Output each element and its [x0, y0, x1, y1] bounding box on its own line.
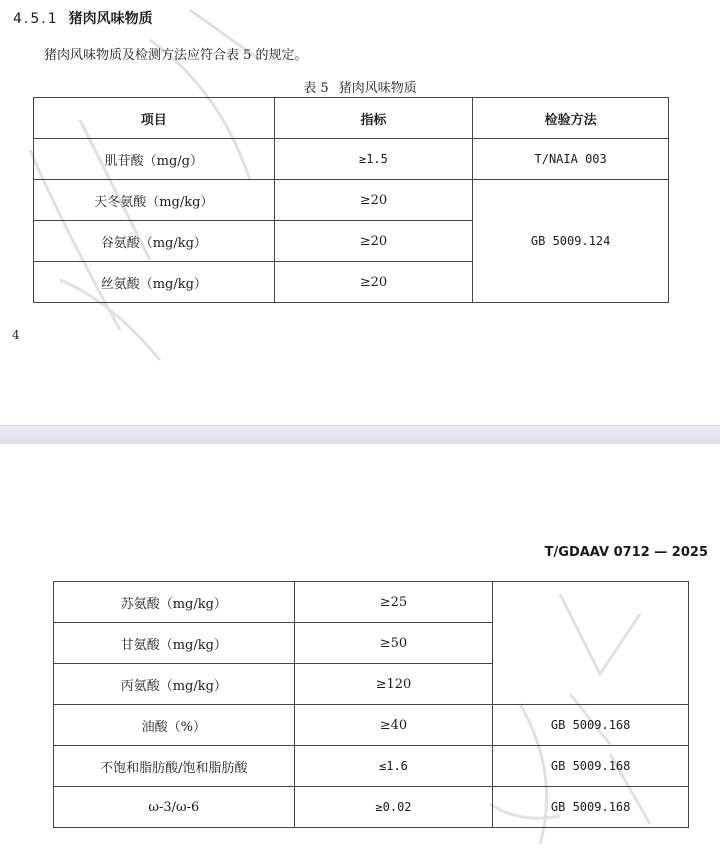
- row-method-merged: GB 5009.124: [473, 180, 669, 303]
- row-method-merged: [493, 582, 689, 705]
- table-caption-title: 猪肉风味物质: [338, 81, 417, 96]
- row-item: 油酸（%）: [54, 705, 295, 746]
- row-value: ≥0.02: [294, 787, 493, 828]
- row-value: ≤1.6: [294, 746, 493, 787]
- table-row: [54, 582, 689, 623]
- flavor-table-part2: [53, 581, 689, 828]
- row-item: 天冬氨酸（mg/kg）: [34, 180, 275, 221]
- row-item: 肌苷酸（mg/g）: [34, 139, 275, 180]
- row-value: ≥120: [294, 664, 493, 705]
- row-value: ≥20: [274, 180, 473, 221]
- table-row: [54, 705, 689, 746]
- header-value: 指标: [274, 98, 473, 139]
- row-value: ≥1.5: [274, 139, 473, 180]
- row-item: 甘氨酸（mg/kg）: [54, 623, 295, 664]
- table-caption-label: 表 5: [303, 81, 329, 96]
- row-item: 丝氨酸（mg/kg）: [34, 262, 275, 303]
- page-number: 4: [12, 328, 20, 342]
- row-value: ≥20: [274, 262, 473, 303]
- intro-paragraph: 猪肉风味物质及检测方法应符合表 5 的规定。: [44, 48, 308, 63]
- table-header-row: [34, 98, 669, 139]
- row-item: 丙氨酸（mg/kg）: [54, 664, 295, 705]
- table-caption: [0, 77, 720, 96]
- table-row: [34, 139, 669, 180]
- row-item: 苏氨酸（mg/kg）: [54, 582, 295, 623]
- header-item: 项目: [34, 98, 275, 139]
- flavor-table-part1: [33, 97, 669, 303]
- section-number: 4.5.1: [13, 11, 59, 27]
- row-item: ω-3/ω-6: [54, 787, 295, 828]
- section-title: 猪肉风味物质: [68, 11, 153, 27]
- row-method: GB 5009.168: [493, 746, 689, 787]
- row-value: ≥25: [294, 582, 493, 623]
- header-method: 检验方法: [473, 98, 669, 139]
- row-value: ≥50: [294, 623, 493, 664]
- table-row: [34, 180, 669, 221]
- row-value: ≥20: [274, 221, 473, 262]
- document-page-bottom: [0, 444, 720, 851]
- row-method: T/NAIA 003: [473, 139, 669, 180]
- row-value: ≥40: [294, 705, 493, 746]
- row-method: GB 5009.168: [493, 705, 689, 746]
- table-row: [54, 787, 689, 828]
- row-method: GB 5009.168: [493, 787, 689, 828]
- section-heading: [13, 8, 153, 28]
- document-page-top: [0, 0, 720, 425]
- page-separator: [0, 425, 720, 445]
- row-item: 不饱和脂肪酸/饱和脂肪酸: [54, 746, 295, 787]
- table-row: [54, 746, 689, 787]
- row-item: 谷氨酸（mg/kg）: [34, 221, 275, 262]
- standard-code: T/GDAAV 0712 — 2025: [544, 545, 708, 560]
